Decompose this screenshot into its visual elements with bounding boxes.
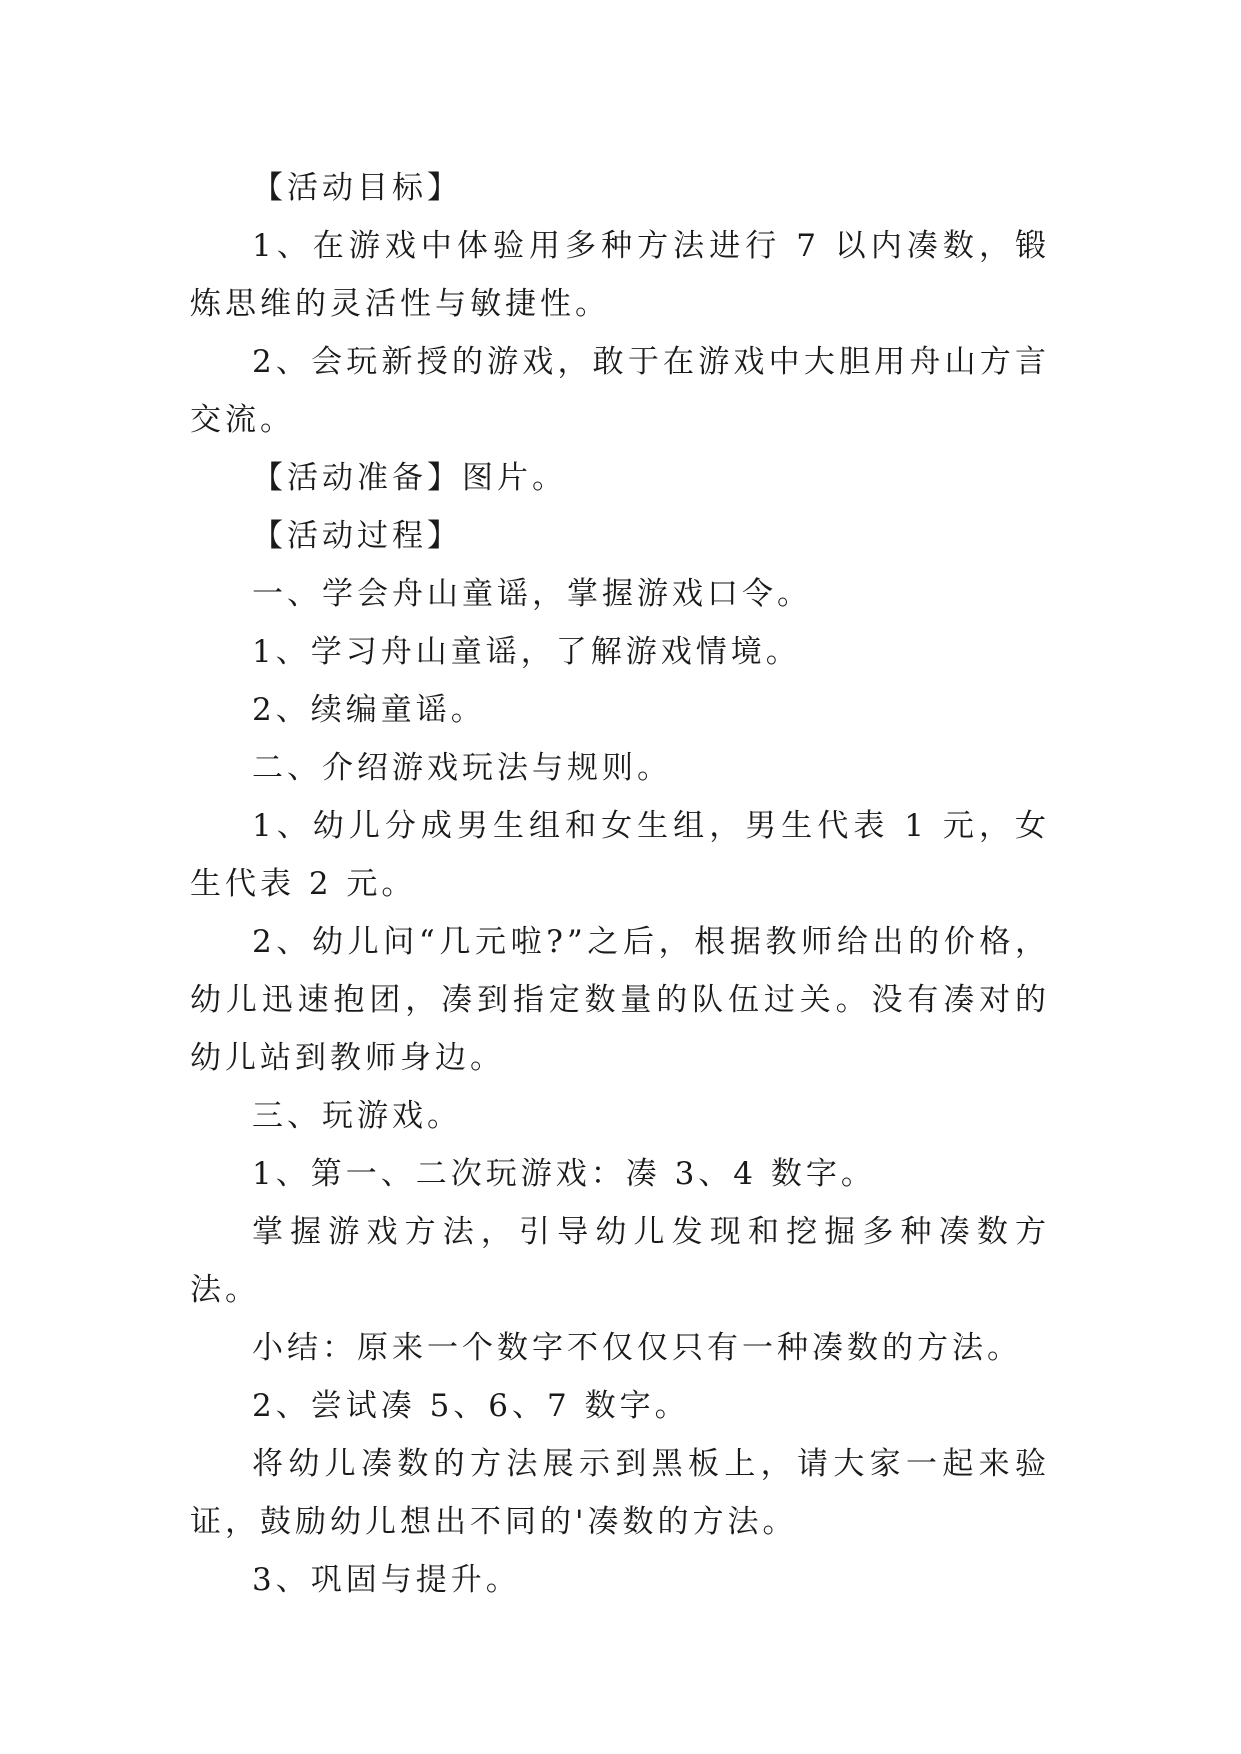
section-heading-objectives: 【活动目标】 <box>252 170 462 206</box>
process-step-2: 二、介绍游戏玩法与规则。 <box>252 750 672 786</box>
process-step-1: 一、学会舟山童谣，掌握游戏口令。 <box>252 576 812 612</box>
process-step-1-item-1: 1、学习舟山童谣，了解游戏情境。 <box>252 634 801 670</box>
process-step-3-note-1: 掌握游戏方法，引导幼儿发现和挖掘多种凑数方法。 <box>190 1214 1050 1308</box>
process-step-2-item-1: 1、幼儿分成男生组和女生组，男生代表 1 元，女生代表 2 元。 <box>190 808 1050 902</box>
process-step-3: 三、玩游戏。 <box>252 1098 462 1134</box>
objective-item-2: 2、会玩新授的游戏，敢于在游戏中大胆用舟山方言交流。 <box>190 344 1050 438</box>
process-step-1-item-2: 2、续编童谣。 <box>252 692 486 728</box>
process-step-2-item-2: 2、幼儿问“几元啦?”之后，根据教师给出的价格，幼儿迅速抱团，凑到指定数量的队伍过关。没有凑对的幼儿站到教师身边。 <box>190 924 1050 1076</box>
section-heading-process: 【活动过程】 <box>252 518 462 554</box>
document-body <box>190 159 1050 1609</box>
section-heading-preparation: 【活动准备】图片。 <box>252 460 567 496</box>
process-step-3-item-2: 2、尝试凑 5、6、7 数字。 <box>252 1388 690 1424</box>
process-step-3-item-3: 3、巩固与提升。 <box>252 1562 521 1598</box>
process-step-3-note-2: 将幼儿凑数的方法展示到黑板上，请大家一起来验证，鼓励幼儿想出不同的'凑数的方法。 <box>190 1446 1050 1540</box>
process-step-3-item-1: 1、第一、二次玩游戏：凑 3、4 数字。 <box>252 1156 876 1192</box>
objective-item-1: 1、在游戏中体验用多种方法进行 7 以内凑数，锻炼思维的灵活性与敏捷性。 <box>190 228 1050 322</box>
process-step-3-summary: 小结：原来一个数字不仅仅只有一种凑数的方法。 <box>252 1330 1022 1366</box>
